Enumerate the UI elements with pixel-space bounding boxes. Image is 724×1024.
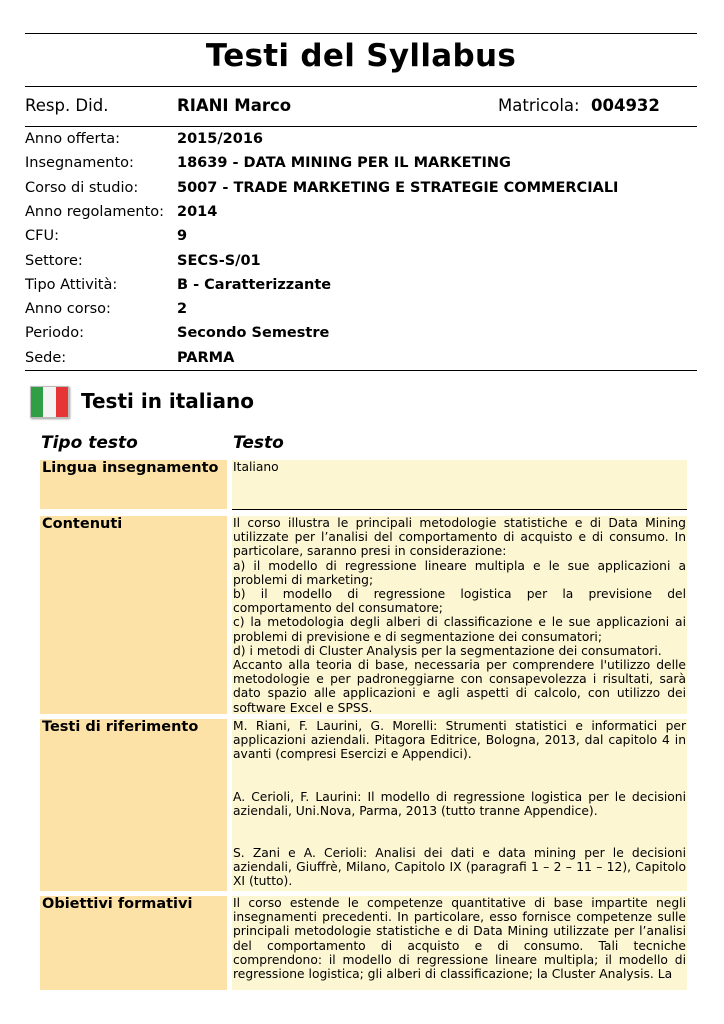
info-value: SECS-S/01 [177,253,261,269]
info-row [25,180,697,204]
top-rule [25,33,697,34]
info-label: Anno offerta: [25,131,120,147]
row-text [232,896,687,990]
info-label: Sede: [25,350,67,366]
flag-stripe-green [31,387,43,417]
row-text [232,719,687,891]
row-label: Lingua insegnamento [40,460,227,509]
info-value: 9 [177,228,188,244]
info-row [25,131,697,155]
row-paragraph: S. Zani e A. Cerioli: Analisi dei dati e data mining per le decisioni aziendali, Giuffrè, Milano, Capitolo IX (paragrafi 1 – 2 – 11 – 12), Capitolo XI (tutto). [233,846,686,889]
info-value: 2014 [177,204,218,220]
info-row [25,228,697,252]
info-value: PARMA [177,350,235,366]
info-value: 2 [177,301,188,317]
info-value: 18639 - DATA MINING PER IL MARKETING [177,155,511,171]
row-paragraph: M. Riani, F. Laurini, G. Morelli: Strumenti statistici e informatici per applicazioni aziendali. Pitagora Editrice, Bologna, 2013, dal capitolo 4 in avanti (compresi Esercizi e Appendici). [233,719,686,762]
resp-value: RIANI Marco [177,96,292,115]
info-value: 2015/2016 [177,131,264,147]
info-row [25,277,697,301]
row-label: Obiettivi formativi [40,896,227,990]
info-row [25,253,697,277]
row-text [232,460,687,509]
info-value: B - Caratterizzante [177,277,332,293]
page-title: Testi del Syllabus [205,38,517,74]
info-label: Settore: [25,253,83,269]
info-value: Secondo Semestre [177,325,330,341]
info-row [25,301,697,325]
italian-flag-icon [30,386,69,418]
row-paragraph: Il corso estende le competenze quantitative di base impartite negli insegnamenti precedenti. In particolare, esso fornisce competenze sulle principali metodologie statistiche e di Data Mining utilizzate per l’analisi del comportamento di acquisto e di consumo. Tali tecniche comprendono: il modello di regressione lineare multipla; il modello di regressione logistica; gli alberi di classificazione; la Cluster Analysis. La [233,896,686,982]
info-label: Anno regolamento: [25,204,165,220]
row-paragraph: b) il modello di regressione logistica per la previsione del comportamento del consumatore; [233,587,686,616]
info-label: Tipo Attività: [25,277,118,293]
row-paragraph: c) la metodologia degli alberi di classificazione e le sue applicazioni ai problemi di previsione e di segmentazione dei consumatori; [233,615,686,644]
row-text [232,516,687,714]
row-paragraph: A. Cerioli, F. Laurini: Il modello di regressione logistica per le decisioni aziendali, Uni.Nova, Parma, 2013 (tutto tranne Appendice). [233,789,686,818]
info-label: Anno corso: [25,301,111,317]
info-value: 5007 - TRADE MARKETING E STRATEGIE COMMERCIALI [177,180,619,196]
info-label: Insegnamento: [25,155,134,171]
row-paragraph: Il corso illustra le principali metodologie statistiche e di Data Mining utilizzate per l’analisi del comportamento di acquisto e di consumo. In particolare, saranno presi in considerazione: [233,516,686,559]
info-rule [25,370,697,371]
flag-stripe-red [56,387,68,417]
col-header-testo: Testo [233,433,284,453]
section-title: Testi in italiano [81,389,254,413]
col-header-tipo: Tipo testo [41,433,138,453]
matricola-label: Matricola: [498,96,580,115]
flag-stripe-white [43,387,55,417]
row-paragraph: a) il modello di regressione lineare multipla e le sue applicazioni a problemi di marketing; [233,558,686,587]
row-paragraph: Italiano [233,460,279,474]
row-label: Contenuti [40,516,227,714]
info-row [25,155,697,179]
info-row [25,325,697,349]
info-label: Corso di studio: [25,180,139,196]
row-separator [232,509,687,510]
info-label: CFU: [25,228,59,244]
header-rule [25,126,697,127]
row-paragraph: d) i metodi di Cluster Analysis per la segmentazione dei consumatori. [233,643,662,658]
title-rule [25,86,697,87]
info-label: Periodo: [25,325,84,341]
row-paragraph: Accanto alla teoria di base, necessaria per comprendere l'utilizzo delle metodologie e per padroneggiarne con consapevolezza i risultati, sarà dato spazio alle applicazioni e agli aspetti di calcolo, con utilizzo dei software Excel e SPSS. [233,658,686,715]
row-label: Testi di riferimento [40,719,227,891]
resp-label: Resp. Did. [25,96,109,115]
matricola-value: 004932 [591,96,660,115]
info-row [25,204,697,228]
